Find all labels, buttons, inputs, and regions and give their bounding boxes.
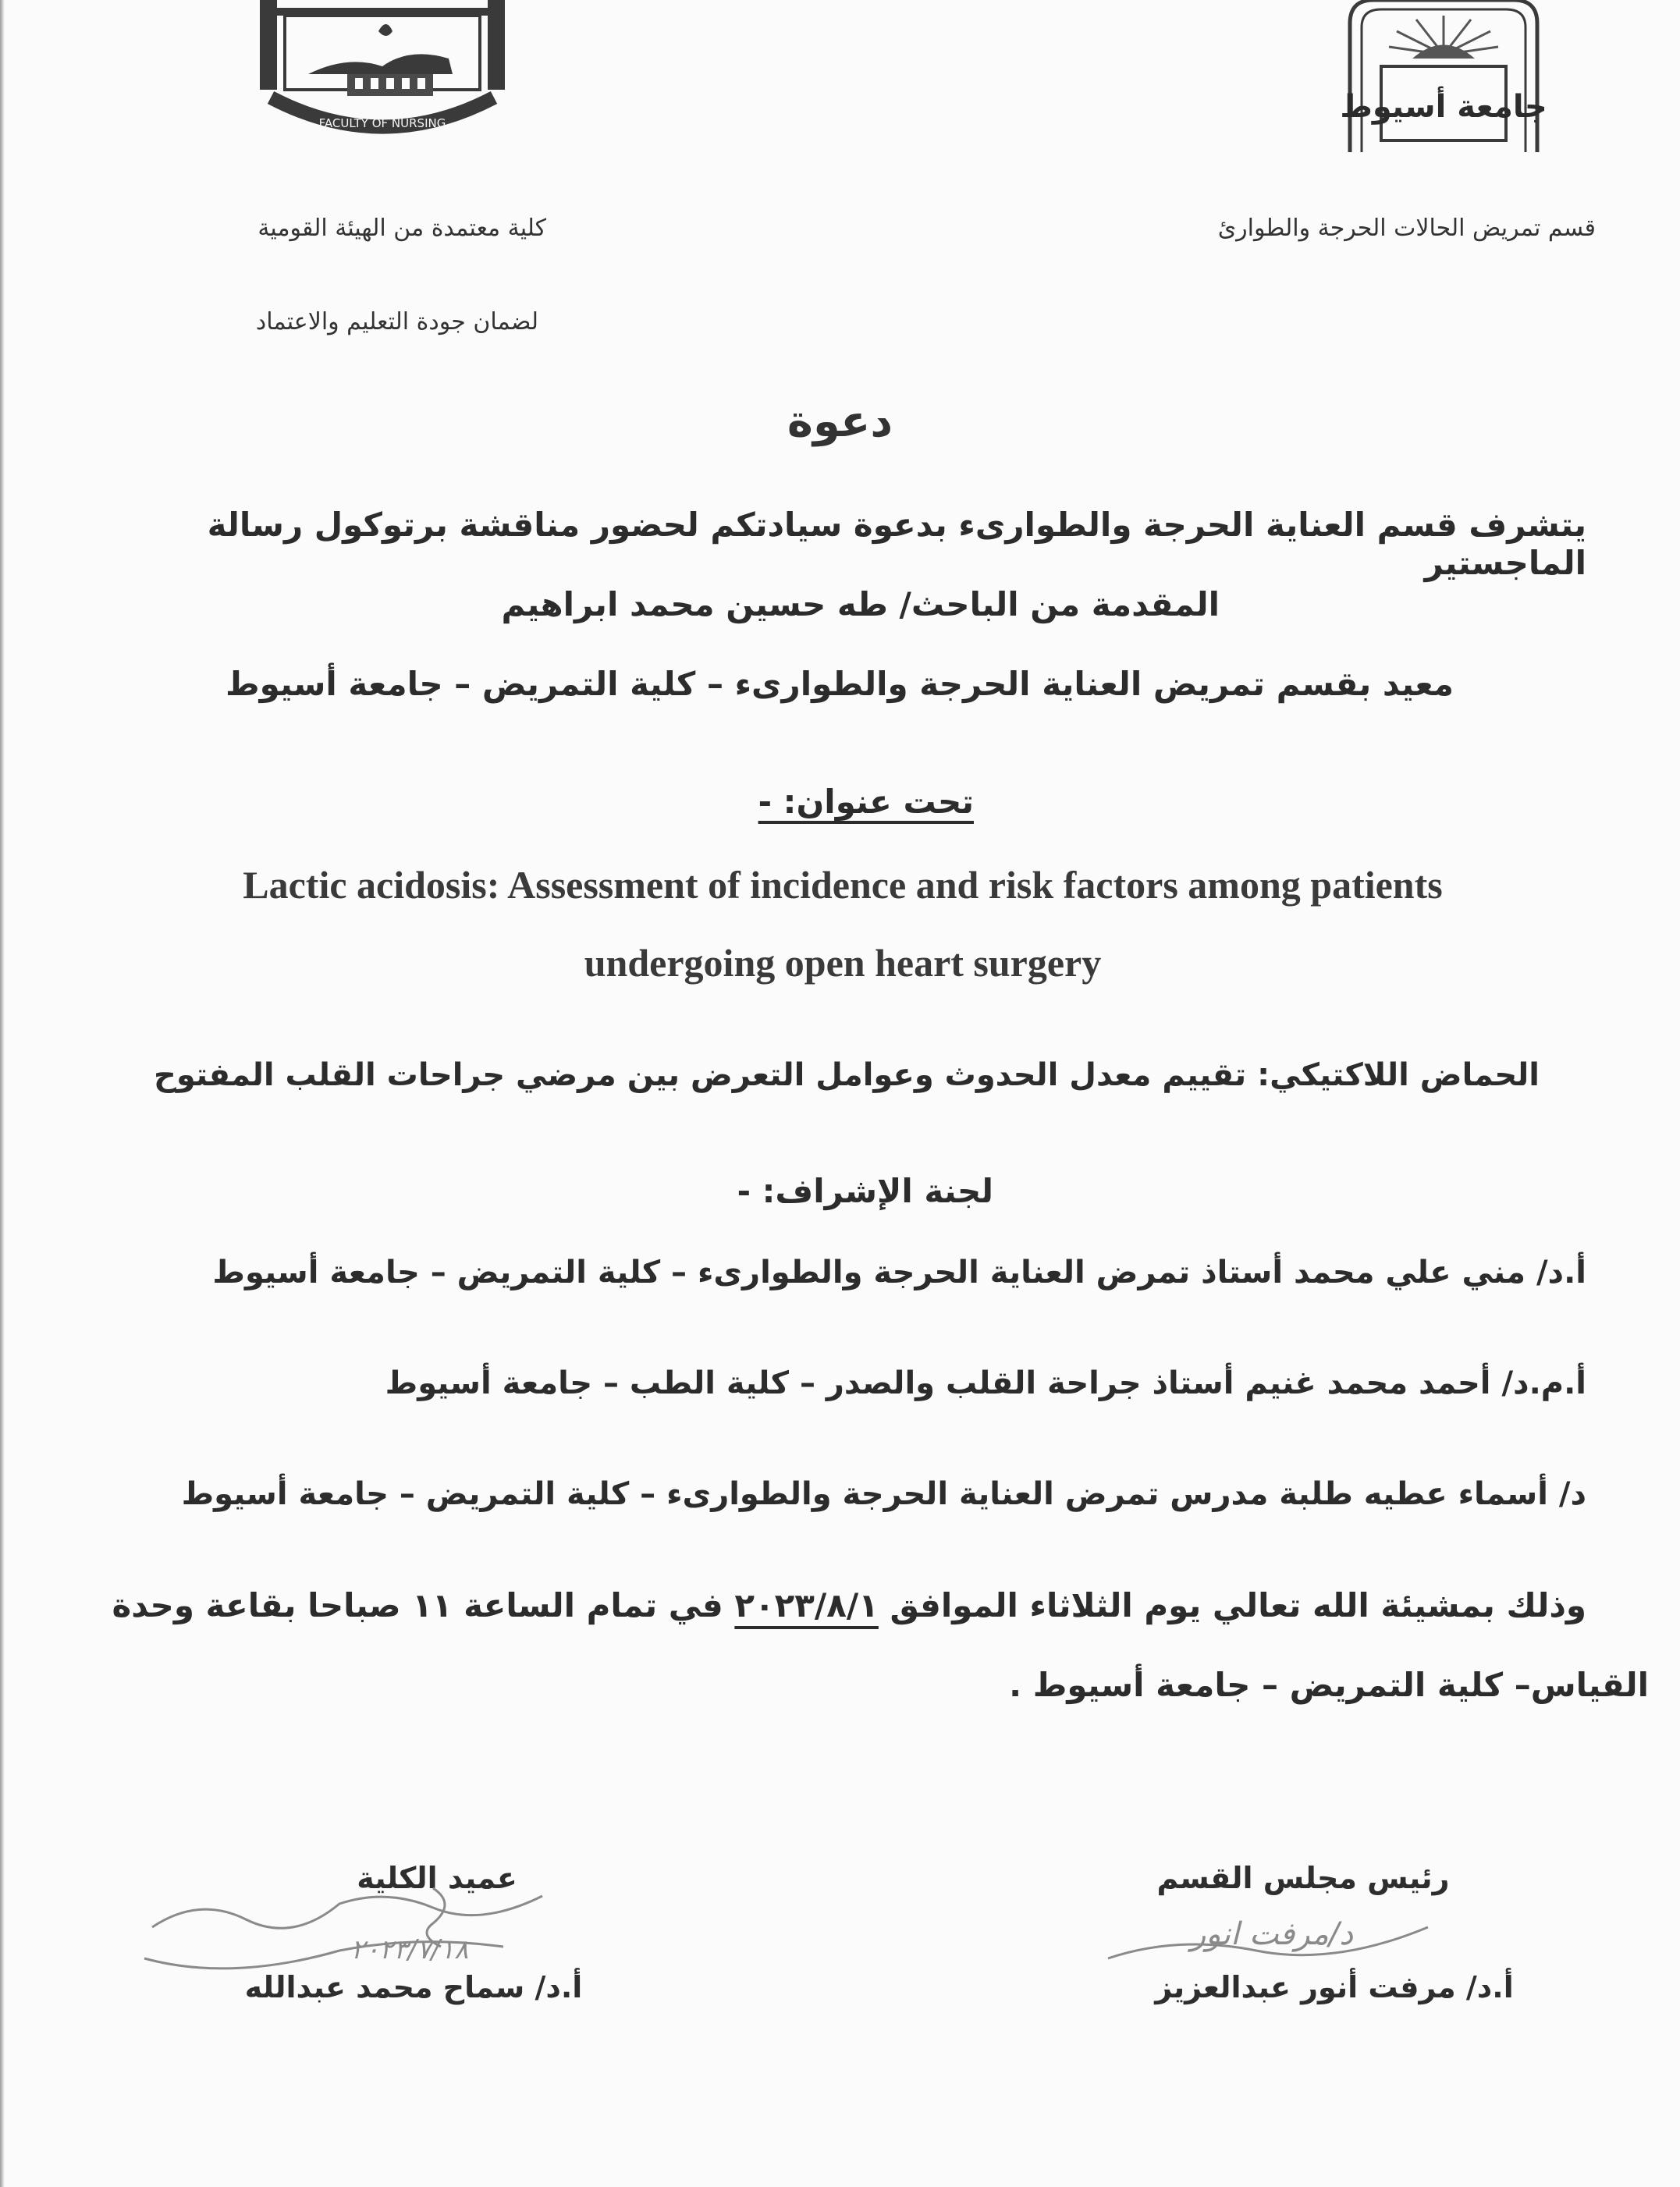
closing-line-1	[80, 1586, 1586, 1624]
svg-text:FACULTY OF NURSING: FACULTY OF NURSING	[318, 116, 446, 130]
svg-text:د/مرفت انور: د/مرفت انور	[1190, 1916, 1354, 1952]
document-title: دعوة	[787, 396, 893, 447]
committee-member-3: د/ أسماء عطيه طلبة مدرس تمرض العناية الحرجة والطوارىء – كلية التمريض – جامعة أسيوط	[181, 1476, 1586, 1512]
accreditation-line-2: لضمان جودة التعليم والاعتماد	[255, 308, 538, 336]
english-title-line-1: Lactic acidosis: Assessment of incidence and risk factors among patients	[243, 863, 1443, 907]
department-head-signature	[1085, 1896, 1451, 1982]
scan-edge	[0, 0, 5, 2187]
closing-line-2: القياس– كلية التمريض – جامعة أسيوط .	[1009, 1666, 1649, 1704]
english-title-line-2: undergoing open heart surgery	[584, 941, 1102, 985]
dean-name: أ.د/ سماح محمد عبدالله	[244, 1970, 583, 2004]
under-title-label: تحت عنوان: -	[758, 783, 974, 821]
department-head-role: رئيس مجلس القسم	[1156, 1861, 1450, 1895]
dean-role: عميد الكلية	[357, 1861, 517, 1895]
closing-text-after-date: في تمام الساعة ١١ صباحا بقاعة وحدة	[112, 1586, 723, 1624]
svg-text:٢٠٢٣/٧/١٨: ٢٠٢٣/٧/١٨	[350, 1934, 469, 1965]
closing-text-before-date: وذلك بمشيئة الله تعالي يوم الثلاثاء الموافق	[890, 1586, 1586, 1624]
arabic-thesis-title: الحماض اللاكتيكي: تقييم معدل الحدوث وعوامل التعرض بين مرضي جراحات القلب المفتوح	[154, 1057, 1540, 1093]
intro-line-3: معيد بقسم تمريض العناية الحرجة والطوارىء – كلية التمريض – جامعة أسيوط	[225, 665, 1454, 703]
accreditation-line-1: كلية معتمدة من الهيئة القومية	[258, 215, 546, 242]
faculty-of-nursing-logo	[254, 0, 511, 137]
department-head-name: أ.د/ مرفت أنور عبدالعزيز	[1155, 1970, 1514, 2004]
supervision-committee-label: لجنة الإشراف: -	[737, 1172, 993, 1210]
defense-date: ٢٠٢٣/٨/١	[734, 1586, 879, 1624]
department-name: قسم تمريض الحالات الحرجة والطوارئ	[1217, 215, 1596, 242]
svg-text:جامعة أسيوط: جامعة أسيوط	[1340, 89, 1547, 125]
committee-member-1: أ.د/ مني علي محمد أستاذ تمرض العناية الحرجة والطوارىء – كلية التمريض – جامعة أسيوط	[212, 1255, 1586, 1291]
committee-member-2: أ.م.د/ أحمد محمد غنيم أستاذ جراحة القلب والصدر – كلية الطب – جامعة أسيوط	[385, 1365, 1586, 1401]
assiut-university-logo	[1327, 0, 1561, 152]
intro-line-1: يتشرف قسم العناية الحرجة والطوارىء بدعوة سيادتكم لحضور مناقشة برتوكول رسالة الماجستير	[207, 506, 1586, 582]
intro-line-2: المقدمة من الباحث/ طه حسين محمد ابراهيم	[501, 585, 1220, 623]
